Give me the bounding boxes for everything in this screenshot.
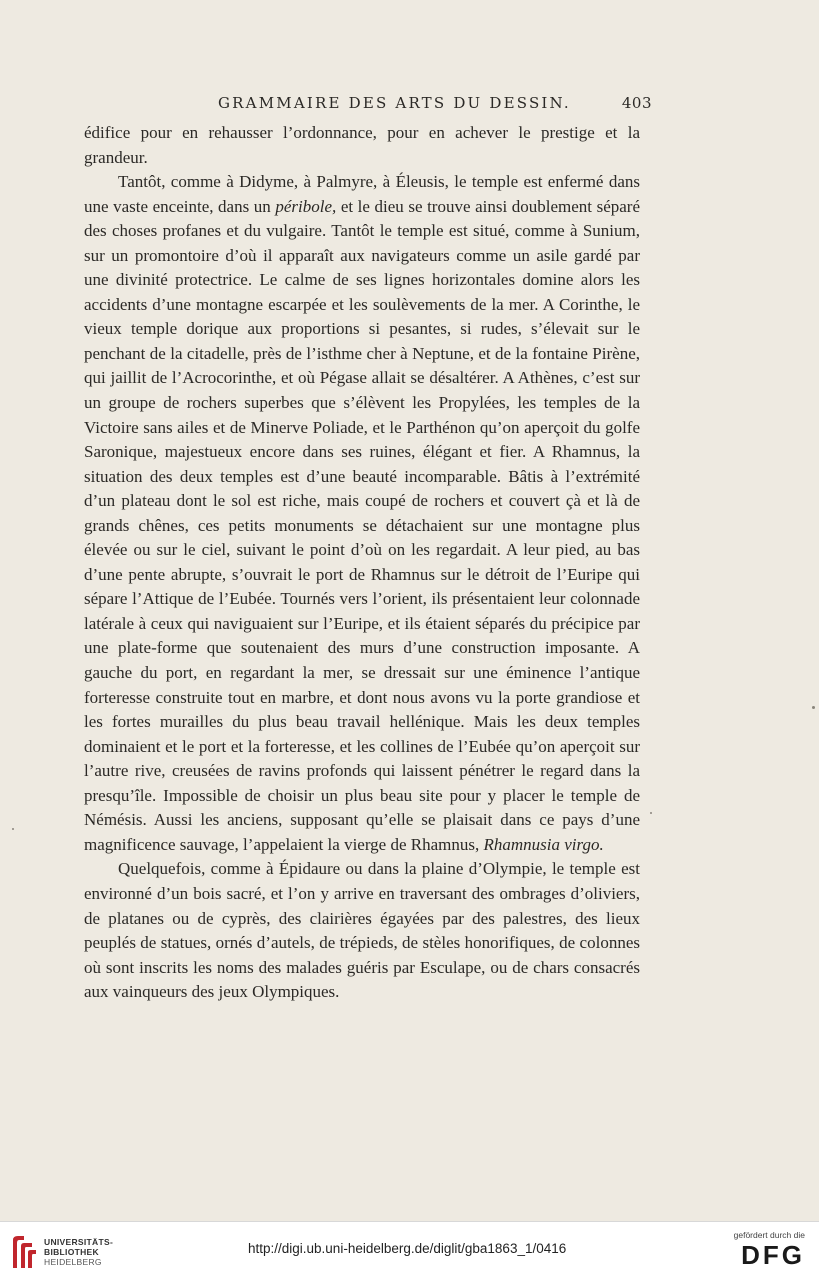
library-name xyxy=(44,1237,113,1267)
viewer-footer xyxy=(0,1221,819,1282)
text-run: édifice pour en rehausser l’ordonnance, pour en achever le prestige et la grandeur. xyxy=(84,123,640,167)
paper-speck xyxy=(812,706,815,709)
body-text xyxy=(84,121,640,1005)
text-run: Quelquefois, comme à Épidaure ou dans la plaine d’Olympie, le temple est environné d’un bois sacré, et l’on y arrive en traversant des ombrages d’oliviers, de platanes ou de cyprès, des clairières égayées par des palestres, des lieux peuplés de statues, ornés d’autels, de trépieds, de stèles honorifiques, de colonnes où sont inscrits les noms des malades guéris par Esculape, ou de chars consacrés aux vainqueurs des jeux Olympiques. xyxy=(84,859,640,1002)
italic-text: péribole, xyxy=(275,196,337,216)
page-number: 403 xyxy=(621,94,652,112)
text-run: et le dieu se trouve ainsi doublement séparé des choses profanes et du vulgaire. Tantôt le temple est situé, comme à Sunium, sur un promontoire d’où il apparaît aux navigateurs comme un asile gardé par une divinité protectrice. Le calme de ses lignes horizontales domine alors les accidents d’une montagne escarpée et les soulèvements de la mer. A Corinthe, le vieux temple dorique aux proportions si pesantes, si rudes, s’élevait sur le penchant de la citadelle, près de l’isthme cher à Neptune, et de la fontaine Pirène, qui jaillit de l’Acrocorinthe, et où Pégase allait se désaltérer. A Athènes, c’est sur un groupe de rochers superbes que s’élèvent les Propylées, les temples de la Victoire sans ailes et de Minerve Poliade, et le Parthénon qu’on aperçoit du golfe Saronique, majestueux encore dans ses ruines, élégant et fier. A Rhamnus, la situation des deux temples est d’une beauté incomparable. Bâtis à l’extrémité d’un plateau dont le sol est riche, mais coupé de rochers et couvert çà et là de grands chênes, ces petits monuments se détachaient sur une montagne plus élevée ou sur le ciel, suivant le point d’où on les regardait. A leur pied, au bas d’une pente abrupte, s’ouvrait le port de Rhamnus sur le détroit de l’Euripe qui sépare l’Attique de l’Eubée. Tournés vers l’orient, ils présentaient leur colonnade latérale à ceux qui naviguaient sur l’Euripe, et ils étaient séparés du précipice par une plate-forme que soutenaient des murs d’une construction imposante. A gauche du port, en regardant la mer, se dressait sur une éminence l’antique forteresse construite tout en marbre, et dont nous avons vu la porte grandiose et les fortes murailles du plus beau travail hellénique. Mais les deux temples dominaient et le port et la forteresse, et les collines de l’Eubée qu’on aperçoit sur l’autre rive, creusées de ravins profonds qui laissent pénétrer le regard dans la presqu’île. Impossible de choisir un plus beau site pour y placer le temple de Némésis. Aussi les anciens, supposant qu’elle se plaisait dans ce pays d’une magnificence sauvage, l’appelaient la vierge de Rhamnus, xyxy=(84,196,640,854)
library-name-line1: UNIVERSITÄTS- xyxy=(44,1237,114,1247)
dfg-logo: DFG xyxy=(741,1240,805,1270)
paper-speck xyxy=(12,828,14,830)
library-name-line2: BIBLIOTHEK xyxy=(44,1247,99,1257)
paragraph xyxy=(84,857,640,1004)
paragraph xyxy=(84,170,640,857)
paragraph xyxy=(84,121,640,170)
funder-credit xyxy=(734,1230,805,1269)
italic-text: Rhamnusia virgo. xyxy=(483,834,604,854)
text-run: Tantôt, comme à Didyme, à Palmyre, à Éleusis, le temple est enfermé dans une vaste enceinte, dans un xyxy=(84,172,640,216)
university-library-logo-icon xyxy=(10,1234,38,1270)
library-city: HEIDELBERG xyxy=(44,1257,102,1267)
funder-caption: gefördert durch die xyxy=(733,1230,805,1240)
permalink-url[interactable]: http://digi.ub.uni-heidelberg.de/diglit/gba1863_1/0416 xyxy=(248,1241,567,1256)
paper-speck xyxy=(650,812,652,814)
running-title: GRAMMAIRE DES ARTS DU DESSIN. xyxy=(218,94,571,112)
